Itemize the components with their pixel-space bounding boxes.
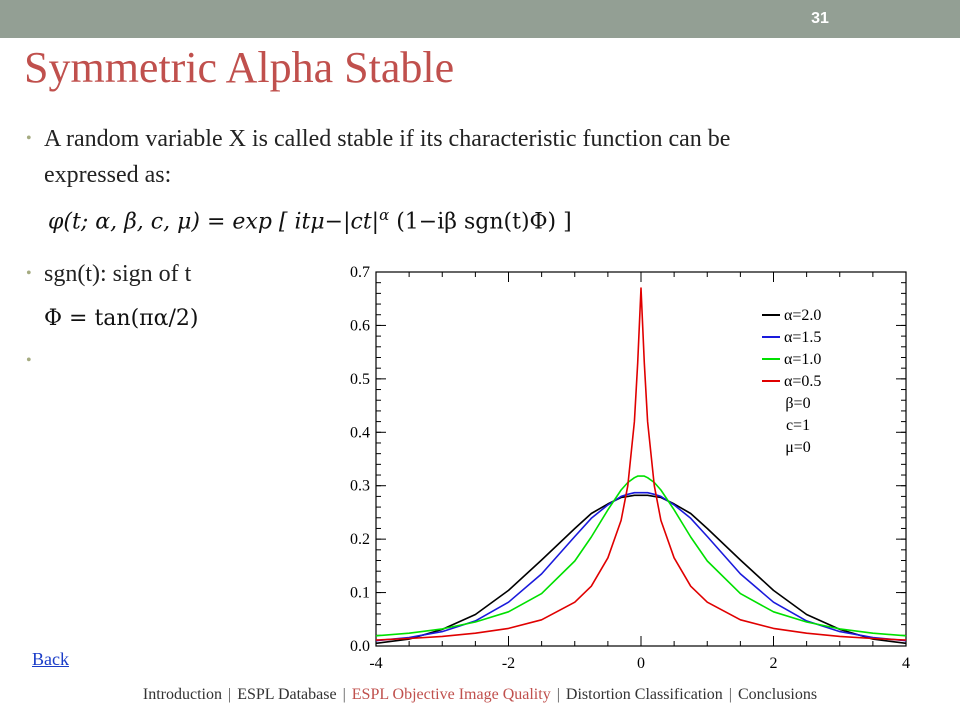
nav-separator: | [556, 686, 560, 703]
definition-line-1: A random variable X is called stable if its characteristic function can be [44, 126, 731, 152]
y-tick-label: 0.3 [350, 477, 370, 495]
y-tick-label: 0.0 [350, 638, 370, 655]
nav-item-introduction[interactable]: Introduction [142, 686, 222, 703]
x-tick-label: -4 [369, 655, 383, 672]
x-tick-label: 2 [769, 655, 778, 672]
formula-ct: −|ct| [324, 209, 380, 235]
x-tick-label: -2 [501, 655, 516, 672]
sgn-definition: sgn(t): sign of t [44, 261, 192, 287]
series-line-3 [376, 288, 906, 640]
formula-lhs: φ(t; α, β, c, μ) = exp [ [48, 209, 295, 235]
alpha-stable-density-chart [330, 258, 910, 678]
legend-label: α=1.5 [784, 329, 822, 346]
slide-number: 31 [811, 10, 829, 27]
plot-frame [376, 272, 906, 646]
back-link[interactable]: Back [32, 649, 69, 669]
bullet-dot: • [26, 265, 32, 282]
legend-label: α=2.0 [784, 307, 822, 324]
parameter-annotation: β=0 [785, 395, 811, 412]
legend-label: α=0.5 [784, 373, 822, 390]
series-line-2 [376, 476, 906, 636]
bullet-dot: • [26, 130, 32, 147]
footer-navigation [0, 686, 960, 704]
top-bar [0, 0, 960, 38]
formula-it-mu: itμ [294, 209, 325, 235]
slide-title: Symmetric Alpha Stable [24, 43, 455, 92]
y-tick-label: 0.5 [350, 370, 370, 388]
formula-rhs: (1−iβ sgn(t)Φ) ] [389, 209, 572, 235]
y-tick-label: 0.4 [350, 424, 370, 442]
nav-separator: | [728, 686, 732, 703]
y-tick-label: 0.6 [350, 317, 370, 335]
x-tick-label: 0 [637, 655, 645, 672]
parameter-annotation: c=1 [785, 417, 811, 434]
definition-line-2: expressed as: [44, 162, 172, 188]
x-tick-label: 4 [902, 655, 910, 672]
chart-legend [762, 307, 821, 456]
nav-separator: | [342, 686, 346, 703]
phi-formula: Φ = tan(πα/2) [44, 306, 199, 331]
series-line-1 [376, 493, 906, 641]
nav-item-espl-objective-image-quality[interactable]: ESPL Objective Image Quality [351, 686, 551, 703]
y-tick-label: 0.7 [350, 264, 370, 281]
empty-bullet-dot: • [26, 352, 32, 369]
nav-item-espl-database[interactable]: ESPL Database [237, 686, 337, 703]
legend-label: α=1.0 [784, 351, 822, 368]
y-tick-label: 0.2 [350, 531, 370, 549]
y-tick-label: 0.1 [350, 584, 370, 602]
characteristic-function-formula [48, 206, 572, 234]
nav-item-conclusions[interactable]: Conclusions [737, 686, 818, 703]
nav-separator: | [227, 686, 232, 703]
formula-alpha-exponent: α [379, 206, 390, 224]
series-line-0 [376, 495, 906, 643]
parameter-annotation: μ=0 [785, 439, 811, 456]
chart-series [376, 288, 906, 643]
nav-item-distortion-classification[interactable]: Distortion Classification [565, 686, 723, 703]
